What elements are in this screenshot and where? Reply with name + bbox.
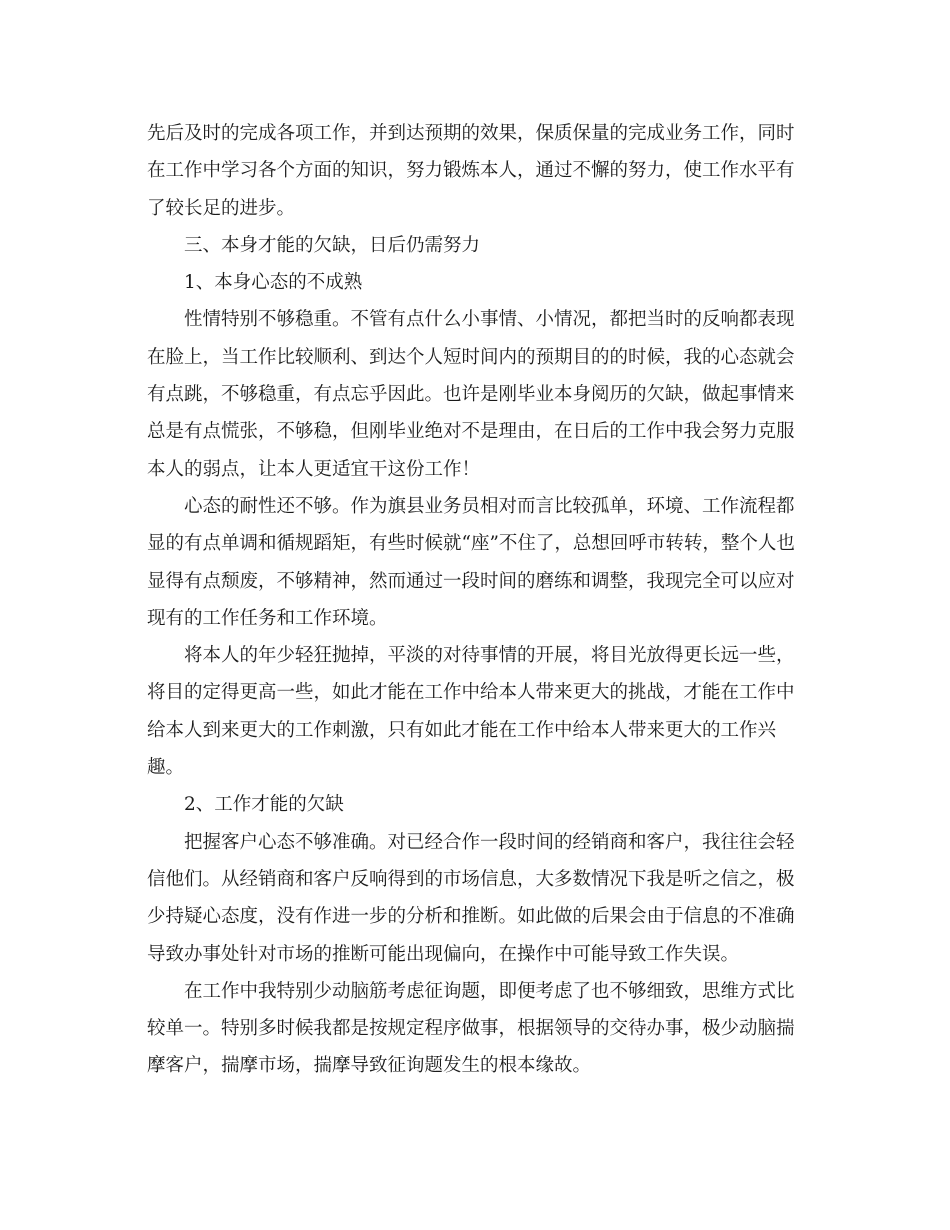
text-line: 先后及时的完成各项工作，并到达预期的效果，保质保量的完成业务工作，同时 [147,123,795,144]
subsection-heading: 1、本身心态的不成熟 [184,272,363,294]
text-line: 少持疑心态度，没有作进一步的分析和推断。如此做的后果会由于信息的不准确 [147,906,795,928]
text-line: 导致办事处针对市场的推断可能出现偏向，在操作中可能导致工作失误。 [147,943,740,965]
text-line: 将本人的年少轻狂抛掉，平淡的对待事情的开展，将目光放得更长远一些， [184,645,795,667]
text-line: 性情特别不够稳重。不管有点什么小事情、小情况，都把当时的反响都表现 [184,309,795,331]
text-line: 显得有点颓废，不够精神，然而通过一段时间的磨练和调整，我现完全可以应对 [147,570,795,592]
text-line: 信他们。从经销商和客户反响得到的市场信息，大多数情况下我是听之信之，极 [147,868,795,890]
text-line: 现有的工作任务和工作环境。 [147,607,388,629]
text-line: 总是有点慌张，不够稳，但刚毕业绝对不是理由，在日后的工作中我会努力克服 [147,421,795,443]
text-line: 了较长足的进步。 [147,197,296,219]
text-line: 在脸上，当工作比较顺利、到达个人短时间内的预期目的的时候，我的心态就会 [147,346,795,368]
text-line: 在工作中我特别少动脑筋考虑征询题，即便考虑了也不够细致，思维方式比 [184,980,795,1002]
text-line: 本人的弱点，让本人更适宜干这份工作！ [147,458,481,480]
text-line: 有点跳，不够稳重，有点忘乎因此。也许是刚毕业本身阅历的欠缺，做起事情来 [147,384,795,406]
text-line: 给本人到来更大的工作刺激，只有如此才能在工作中给本人带来更大的工作兴 [147,719,777,741]
text-line: 把握客户心态不够准确。对已经合作一段时间的经销商和客户，我往往会轻 [184,831,795,853]
text-line: 较单一。特别多时候我都是按规定程序做事，根据领导的交待办事，极少动脑揣 [147,1018,795,1040]
text-line: 在工作中学习各个方面的知识，努力锻炼本人，通过不懈的努力，使工作水平有 [147,160,795,182]
subsection-heading: 2、工作才能的欠缺 [184,794,344,816]
section-heading: 三、本身才能的欠缺，日后仍需努力 [184,234,481,256]
text-line: 心态的耐性还不够。作为旗县业务员相对而言比较孤单，环境、工作流程都 [184,495,795,517]
text-line: 将目的定得更高一些，如此才能在工作中给本人带来更大的挑战，才能在工作中 [147,682,795,704]
document-body [147,115,807,1085]
text-line: 摩客户，揣摩市场，揣摩导致征询题发生的根本缘故。 [147,1055,592,1077]
text-line: 趣。 [147,757,185,779]
text-line: 显的有点单调和循规蹈矩，有些时候就“座”不住了，总想回呼市转转，整个人也 [147,533,795,555]
